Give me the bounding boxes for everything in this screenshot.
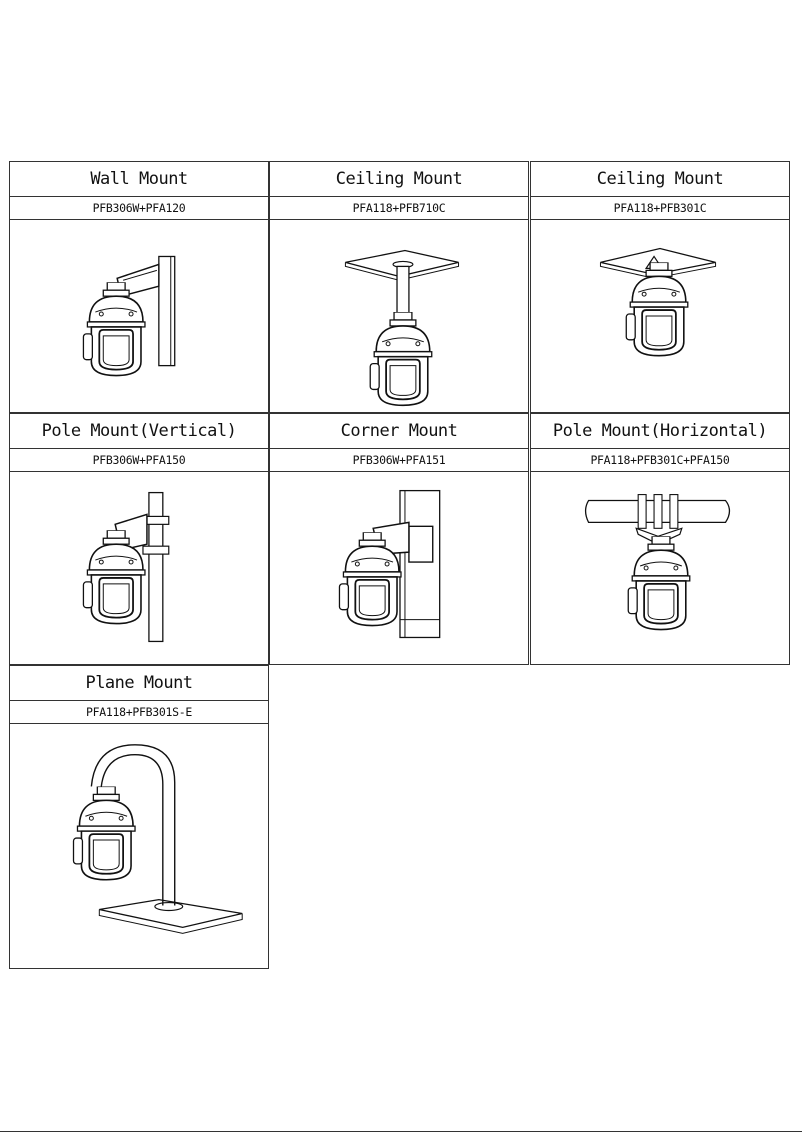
mount-model: PFA118+PFB301S-E [10,701,268,724]
mount-title: Corner Mount [270,414,528,449]
mount-model: PFB306W+PFA120 [10,197,268,220]
mount-title: Wall Mount [10,162,268,197]
ceiling-mount-pendant-camera-icon [270,220,528,414]
mount-row-1 [9,161,791,413]
mount-options-table [9,161,791,969]
pole-mount-vertical-camera-icon [10,472,268,666]
mount-cell-ceiling [530,161,790,413]
page-footer-rule [0,1131,802,1132]
mount-row-2 [9,413,791,665]
mount-cell-pole-horizontal [530,413,790,665]
mount-cell-wall [9,161,269,413]
mount-title: Pole Mount(Vertical) [10,414,268,449]
corner-mount-camera-icon [270,472,528,666]
mount-model: PFA118+PFB301C [531,197,789,220]
plane-mount-gooseneck-camera-icon [10,724,268,970]
mount-model: PFB306W+PFA150 [10,449,268,472]
mount-cell-ceiling-pendant [269,161,529,413]
mount-title: Ceiling Mount [531,162,789,197]
wall-mount-camera-icon [10,220,268,414]
mount-title: Ceiling Mount [270,162,528,197]
mount-model: PFA118+PFB710C [270,197,528,220]
mount-model: PFA118+PFB301C+PFA150 [531,449,789,472]
mount-cell-plane [9,665,269,969]
mount-row-3 [9,665,791,969]
mount-model: PFB306W+PFA151 [270,449,528,472]
pole-mount-horizontal-camera-icon [531,472,789,666]
ceiling-mount-camera-icon [531,220,789,414]
mount-title: Pole Mount(Horizontal) [531,414,789,449]
mount-title: Plane Mount [10,666,268,701]
mount-cell-corner [269,413,529,665]
mount-cell-pole-vertical [9,413,269,665]
